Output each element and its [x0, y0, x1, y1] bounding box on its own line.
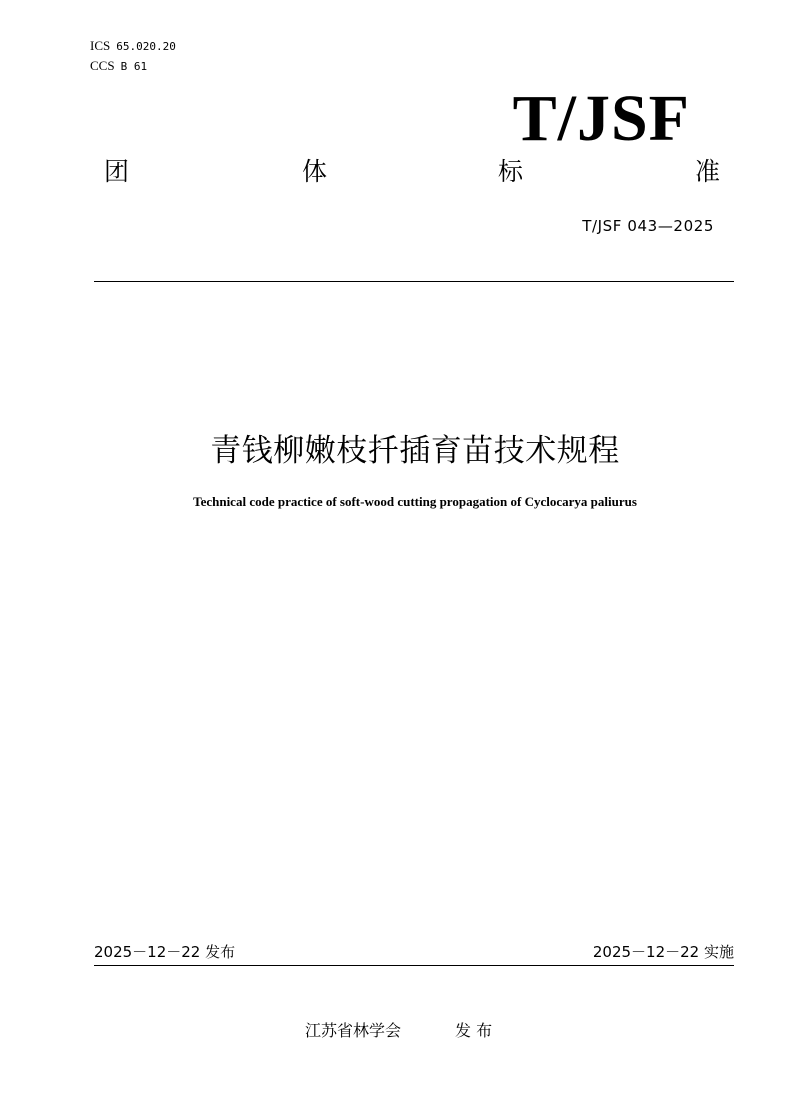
publisher-organization: 江苏省林学会 — [305, 1021, 402, 1040]
title-english: Technical code practice of soft-wood cutting propagation of Cyclocarya paliurus — [193, 494, 637, 509]
issue-date: 2025－12－22 发布 — [94, 943, 236, 961]
standard-logo: T/JSF — [512, 82, 690, 155]
header-divider — [94, 281, 734, 282]
ccs-code: B 61 — [120, 60, 148, 73]
category-char-3: 标 — [498, 157, 524, 186]
title-chinese: 青钱柳嫩枝扦插育苗技术规程 — [210, 433, 620, 469]
ics-label: ICS — [90, 38, 111, 53]
ccs-label: CCS — [90, 58, 115, 73]
category-char-1: 团 — [104, 157, 130, 186]
standard-code: T/JSF 043—2025 — [582, 217, 714, 235]
publisher-action: 发 布 — [455, 1021, 493, 1040]
ccs-classification — [90, 58, 147, 75]
ics-classification — [90, 38, 176, 55]
footer-divider — [94, 965, 734, 966]
category-char-4: 准 — [695, 157, 721, 186]
category-char-2: 体 — [302, 157, 328, 186]
ics-code: 65.020.20 — [116, 40, 176, 53]
implement-date: 2025－12－22 实施 — [592, 943, 734, 961]
